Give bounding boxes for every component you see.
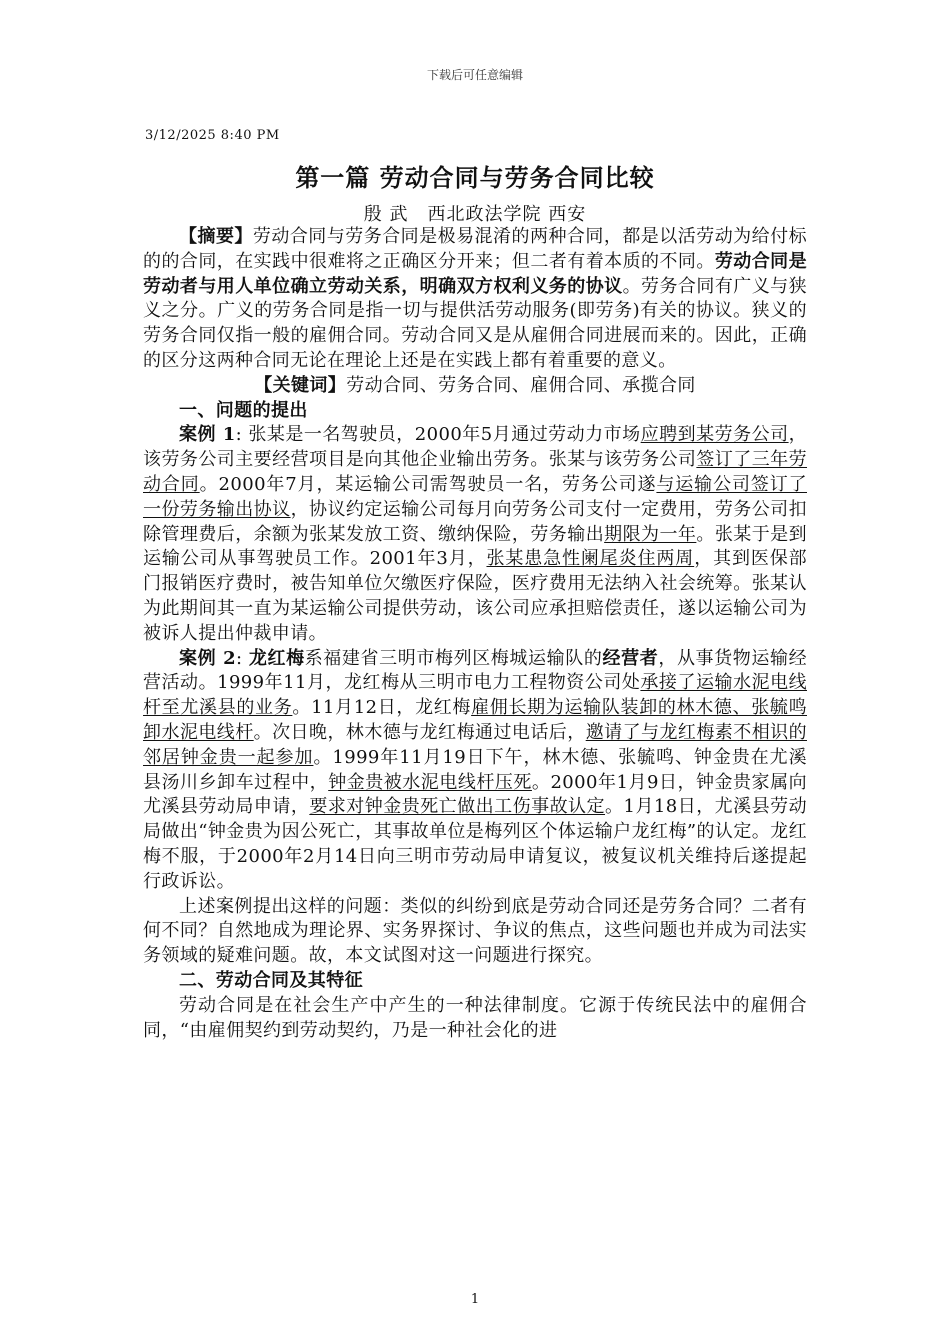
case-2-text: 。2000年1月9日，钟金贵家属向尤溪县劳动局申请， — [143, 771, 807, 818]
case-1-underline: 期限为一年 — [604, 523, 697, 545]
case-1-paragraph — [143, 423, 807, 646]
case-2-underline: 钟金贵被水泥电线杆压死 — [328, 771, 532, 793]
abstract-paragraph — [143, 225, 807, 374]
case-2-paragraph — [143, 647, 807, 895]
keywords-label: 【关键词】 — [254, 374, 347, 396]
document-title: 第一篇 劳动合同与劳务合同比较 — [295, 163, 655, 192]
case-2-underline: 承接了运输水泥电线杆至尤溪县的业务 — [143, 672, 807, 719]
case-1-text: 。张某于是到运输公司从事驾驶员工作。2001年3月， — [143, 523, 808, 570]
case-2-text: 。1月18日，尤溪县劳动局做出“钟金贵为因公死亡，其事故单位是梅列区个体运输户龙红梅”的认定。龙红梅不服，于2000年2月14日向三明市劳动局申请复议，被复议机关维持后遂提起行政诉讼。 — [143, 796, 807, 892]
case-1-text: ，该劳务公司主要经营项目是向其他企业输出劳务。张某与该劳务公司 — [143, 424, 807, 471]
print-date: 3/12/2025 8:40 PM — [145, 128, 280, 143]
document-body — [143, 225, 807, 1043]
case-2-text: 。1999年11月19日下午，林木德、张毓鸣、钟金贵在尤溪县汤川乡卸车过程中， — [143, 746, 807, 793]
case-2-label: 案例 2 — [179, 647, 237, 669]
case-2-underline: 邀请了与龙红梅素不相识的邻居钟金贵一起参加 — [143, 721, 807, 768]
case-2-person-name: 龙红梅 — [248, 647, 305, 669]
download-note: 下载后可任意编辑 — [426, 68, 523, 82]
case-1-text: : 张某是一名驾驶员，2000年5月通过劳动力市场 — [235, 424, 641, 446]
case-2-underline: 雇佣长期为运输队装卸的林木德、张毓鸣卸水泥电线杆 — [143, 697, 807, 743]
abstract-text-1: 劳动合同与劳务合同是极易混淆的两种合同，都是以活劳动为给付标的的合同，在实践中很难将之正确区分开来；但二者有着本质的不同。 — [143, 226, 807, 272]
section-2-paragraph: 劳动合同是在社会生产中产生的一种法律制度。它源于传统民法中的雇佣合同，“由雇佣契约到劳动契约，乃是一种社会化的进 — [143, 994, 807, 1041]
abstract-text-2: 。劳务合同有广义与狭义之分。广义的劳务合同是指一切与提供活劳动服务(即劳务)有关的协议。狭义的劳务合同仅指一般的雇佣合同。劳动合同又是从雇佣合同进展而来的。因此，正确的区分这两种合同无论在理论上还是在实践上都有着重要的意义。 — [143, 275, 808, 371]
case-2-underline: 要求对钟金贵死亡做出工伤事故认定 — [309, 796, 606, 818]
case-1-underline: 与运输公司签订了一份劳务输出协议 — [143, 473, 807, 520]
case-2-role: 经营者 — [602, 647, 659, 669]
abstract-definition: 劳动合同是劳动者与用人单位确立劳动关系，明确双方权利义务的协议 — [143, 250, 807, 297]
keywords-text: 劳动合同、劳务合同、雇佣合同、承揽合同 — [346, 374, 696, 396]
section-1-heading: 一、问题的提出 — [179, 399, 308, 421]
case-1-text: ，其到医保部门报销医疗费时，被告知单位欠缴医疗保险，医疗费用无法纳入社会统筹。张某认为此期间其一直为某运输公司提供劳动，该公司应承担赔偿责任，遂以运输公司为被诉人提出仲裁申请。 — [143, 548, 807, 644]
case-2-text: 系福建省三明市梅列区梅城运输队的 — [304, 647, 603, 669]
case-1-underline: 张某患急性阑尾炎住两周 — [486, 548, 695, 570]
case-1-underline: 应聘到某劳务公司 — [640, 424, 789, 446]
case-2-text: : — [236, 647, 249, 669]
case-2-text: 。11月12日，龙红梅 — [292, 697, 472, 719]
case-2-text: ，从事货物运输经营活动。1999年11月，龙红梅从三明市电力工程物资公司处 — [143, 647, 808, 694]
keywords-paragraph — [143, 374, 807, 399]
case-1-text: 。2000年7月，某运输公司需驾驶员一名，劳务公司遂 — [199, 473, 657, 495]
case-1-text: ，协议约定运输公司每月向劳务公司支付一定费用，劳务公司扣除管理费后，余额为张某发放工资、缴纳保险，劳务输出 — [143, 498, 808, 545]
author-line: 殷 武 西北政法学院 西安 — [363, 204, 587, 225]
summary-paragraph: 上述案例提出这样的问题：类似的纠纷到底是劳动合同还是劳务合同？二者有何不同？自然地成为理论界、实务界探讨、争议的焦点，这些问题也并成为司法实务领域的疑难问题。故，本文试图对这一问题进行探究。 — [143, 895, 807, 967]
section-2-heading: 二、劳动合同及其特征 — [179, 969, 363, 991]
page-number: 1 — [470, 1292, 480, 1307]
case-1-underline: 签订了三年劳动合同 — [143, 449, 808, 495]
case-1-label: 案例 1 — [179, 424, 236, 446]
abstract-label: 【摘要】 — [179, 226, 253, 247]
case-2-text: 。次日晚，林木德与龙红梅通过电话后， — [253, 721, 586, 743]
